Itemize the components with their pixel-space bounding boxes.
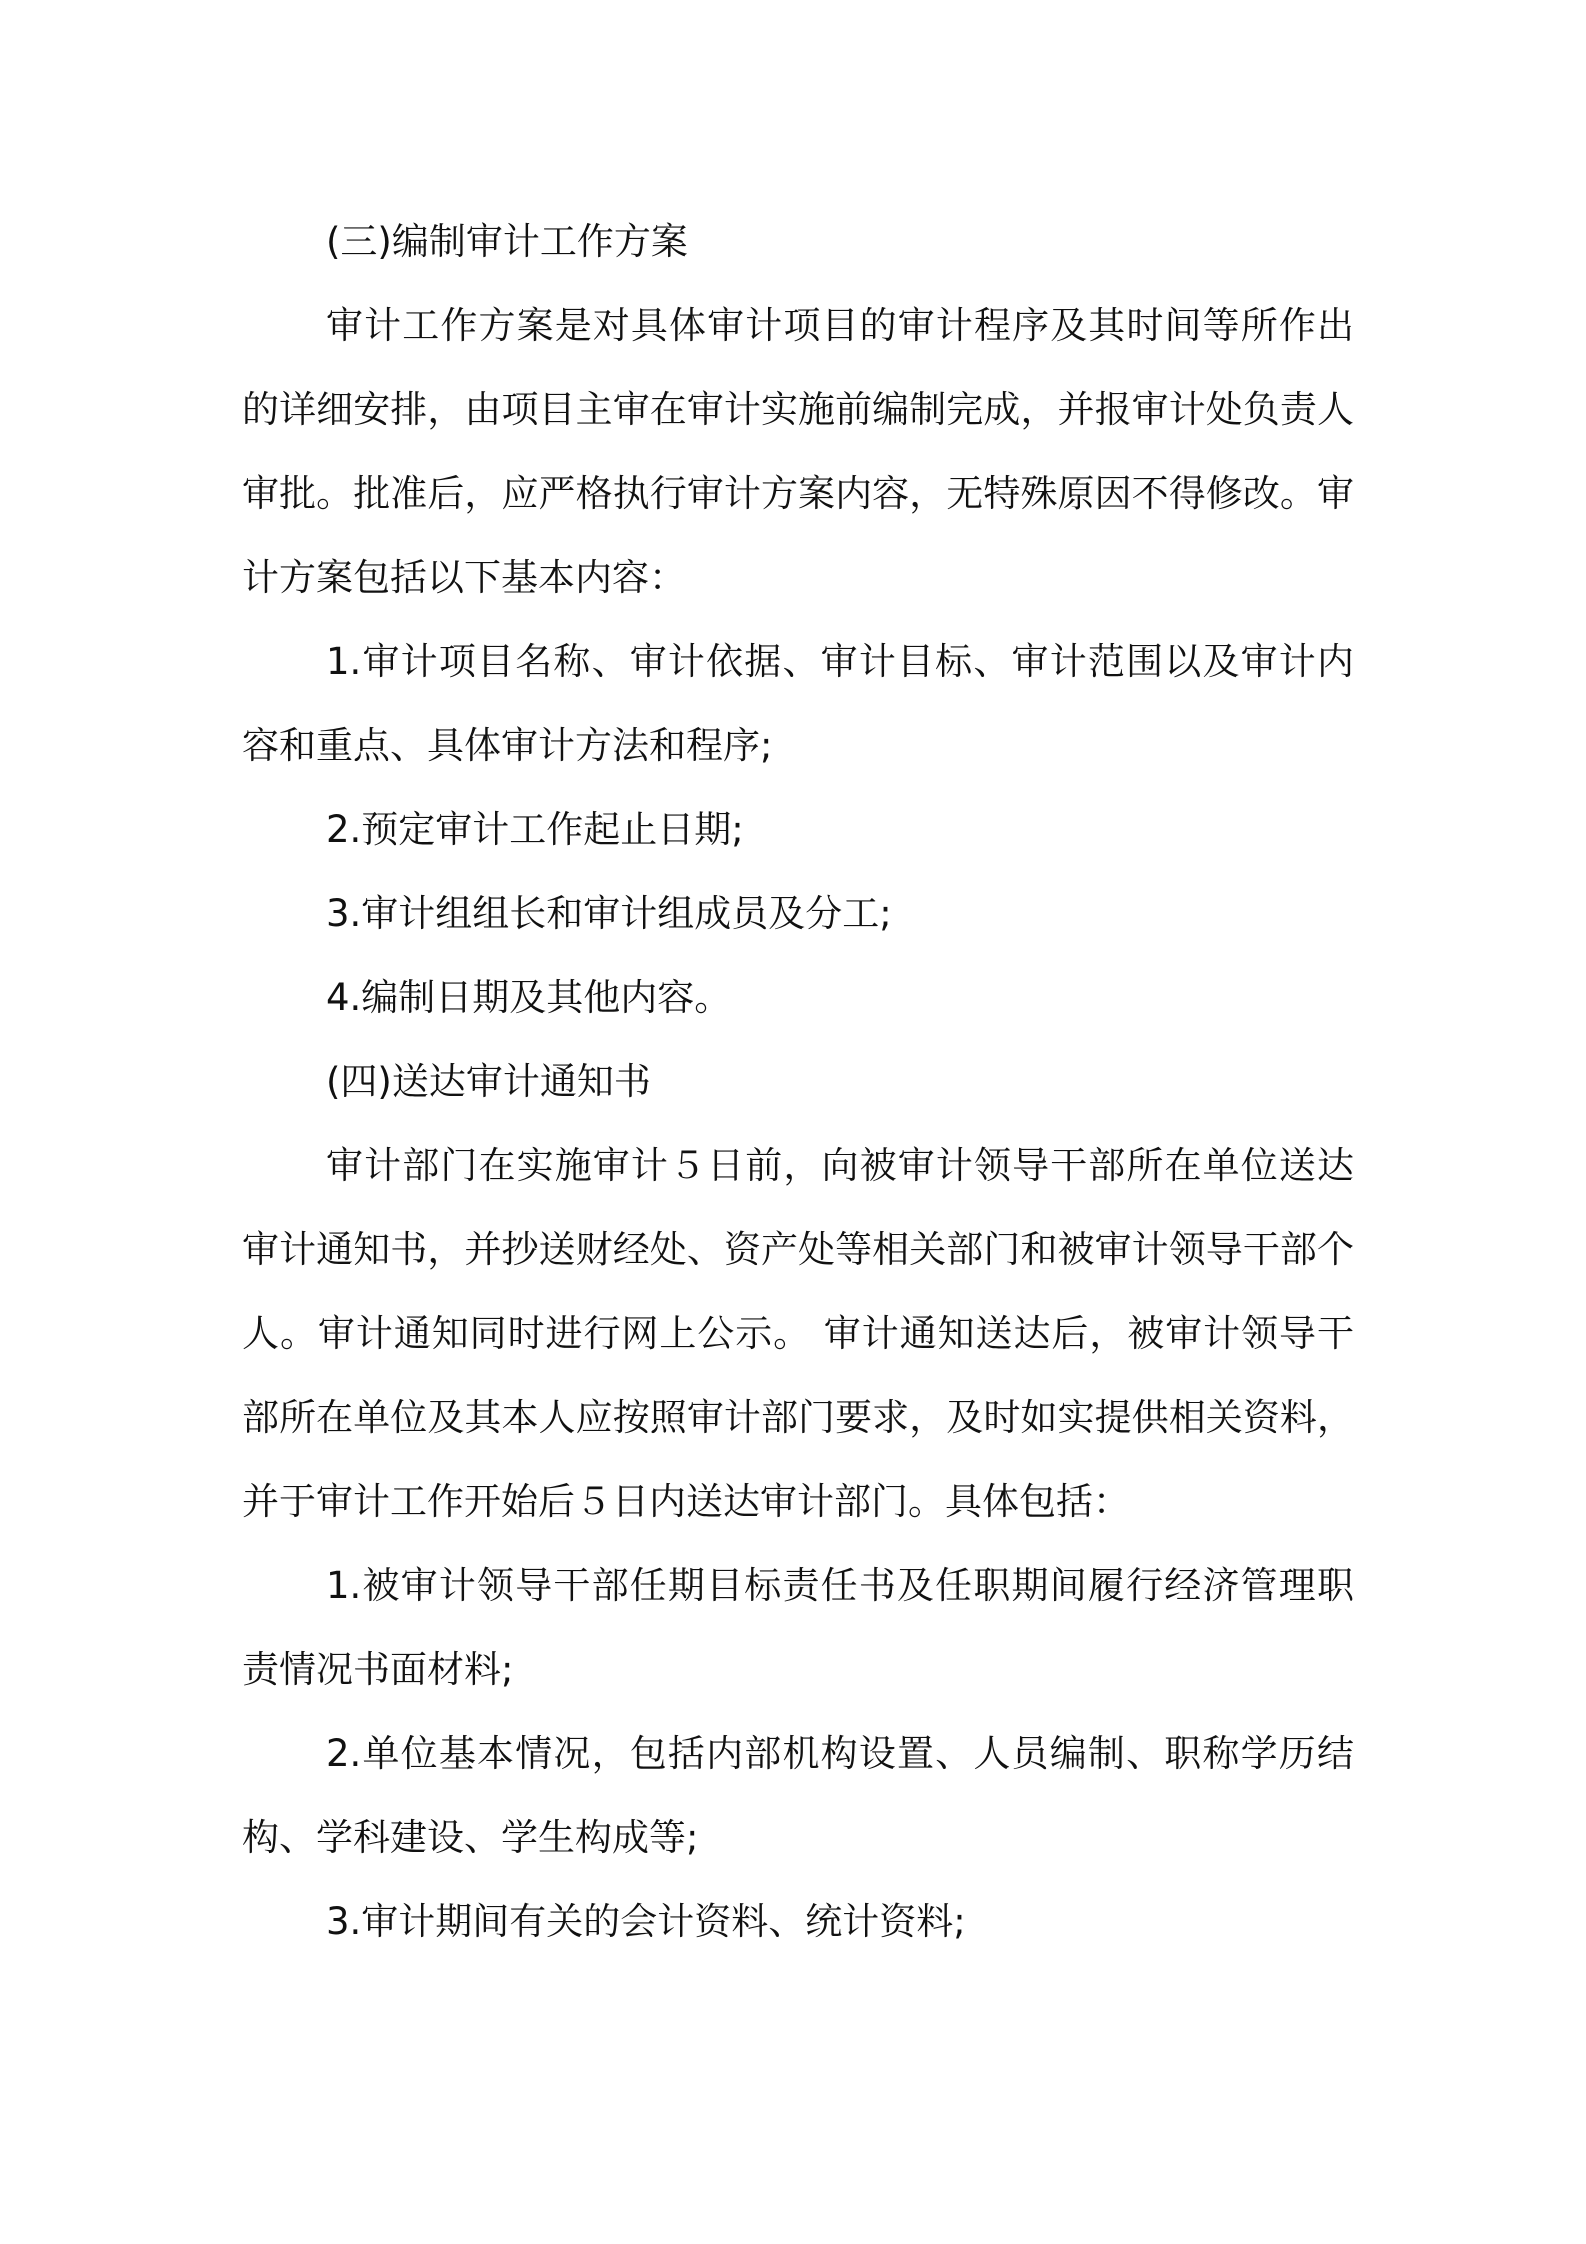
plan-item-3: 3.审计组组长和审计组成员及分工; — [326, 892, 892, 935]
plan-item-2: 2.预定审计工作起止日期; — [326, 808, 744, 851]
notice-item-1: 1.被审计领导干部任期目标责任书及任职期间履行经济管理职责情况书面材料; — [242, 1564, 1354, 1691]
section-heading-3: (三)编制审计工作方案 — [326, 220, 688, 263]
notice-item-2: 2.单位基本情况，包括内部机构设置、人员编制、职称学历结构、学科建设、学生构成等; — [242, 1732, 1354, 1859]
plan-item-4: 4.编制日期及其他内容。 — [326, 976, 732, 1019]
paragraph-audit-plan: 审计工作方案是对具体审计项目的审计程序及其时间等所作出的详细安排，由项目主审在审计实施前编制完成，并报审计处负责人审批。批准后，应严格执行审计方案内容，无特殊原因不得修改。审计方案包括以下基本内容： — [242, 304, 1354, 599]
plan-item-1: 1.审计项目名称、审计依据、审计目标、审计范围以及审计内容和重点、具体审计方法和程序; — [242, 640, 1354, 767]
document-body — [242, 200, 1354, 1964]
paragraph-audit-notice: 审计部门在实施审计５日前，向被审计领导干部所在单位送达审计通知书，并抄送财经处、资产处等相关部门和被审计领导干部个人。审计通知同时进行网上公示。 审计通知送达后，被审计领导干部所在单位及其本人应按照审计部门要求，及时如实提供相关资料，并于审计工作开始后５日内送达审计部门。具体包括： — [242, 1144, 1354, 1523]
notice-item-3: 3.审计期间有关的会计资料、统计资料; — [326, 1900, 966, 1943]
section-heading-4: (四)送达审计通知书 — [326, 1060, 651, 1103]
